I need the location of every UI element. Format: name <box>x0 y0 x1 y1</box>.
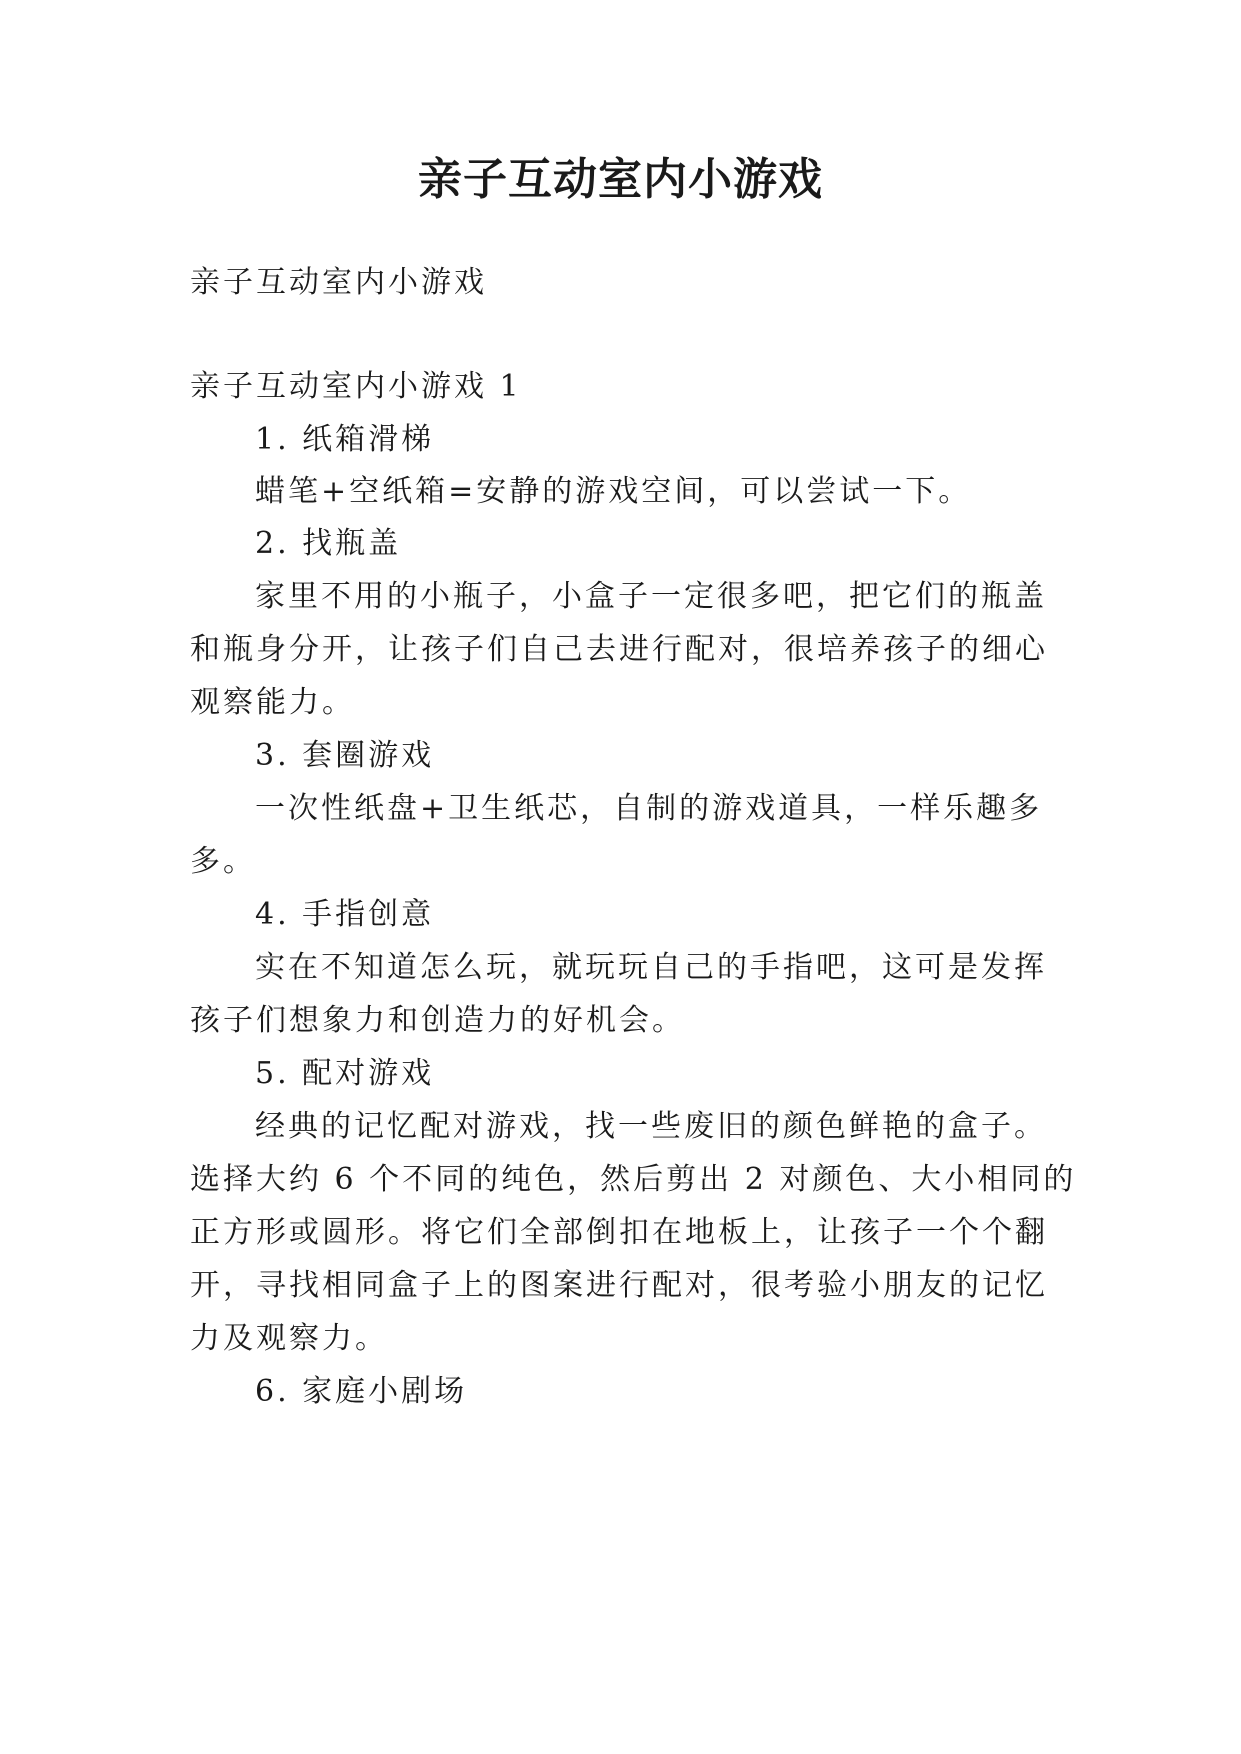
document-title: 亲子互动室内小游戏 <box>418 154 823 205</box>
item-paragraph-line: 孩子们想象力和创造力的好机会。 <box>190 1003 685 1038</box>
item-paragraph-line: 多。 <box>190 844 256 879</box>
item-paragraph-line: 开，寻找相同盒子上的图案进行配对，很考验小朋友的记忆 <box>190 1268 1048 1303</box>
item-heading: 2. 找瓶盖 <box>255 526 402 561</box>
item-paragraph-line: 和瓶身分开，让孩子们自己去进行配对，很培养孩子的细心 <box>190 632 1048 667</box>
document-subtitle: 亲子互动室内小游戏 <box>190 265 487 300</box>
item-paragraph-line: 力及观察力。 <box>190 1321 388 1356</box>
item-paragraph-line: 蜡笔+空纸箱=安静的游戏空间，可以尝试一下。 <box>255 474 972 509</box>
item-paragraph-line: 正方形或圆形。将它们全部倒扣在地板上，让孩子一个个翻 <box>190 1215 1048 1250</box>
item-paragraph-line: 家里不用的小瓶子，小盒子一定很多吧，把它们的瓶盖 <box>255 579 1047 614</box>
section-heading: 亲子互动室内小游戏 1 <box>190 369 522 404</box>
item-heading: 6. 家庭小剧场 <box>255 1374 468 1409</box>
item-paragraph-line: 经典的记忆配对游戏，找一些废旧的颜色鲜艳的盒子。 <box>255 1109 1047 1144</box>
item-paragraph-line: 实在不知道怎么玩，就玩玩自己的手指吧，这可是发挥 <box>255 950 1047 985</box>
item-heading: 1. 纸箱滑梯 <box>255 422 435 457</box>
item-paragraph-line: 选择大约 6 个不同的纯色，然后剪出 2 对颜色、大小相同的 <box>190 1162 1077 1197</box>
item-paragraph-line: 一次性纸盘+卫生纸芯，自制的游戏道具，一样乐趣多 <box>255 791 1043 826</box>
item-heading: 4. 手指创意 <box>255 897 435 932</box>
item-heading: 3. 套圈游戏 <box>255 738 435 773</box>
item-heading: 5. 配对游戏 <box>255 1056 435 1091</box>
item-paragraph-line: 观察能力。 <box>190 685 355 720</box>
